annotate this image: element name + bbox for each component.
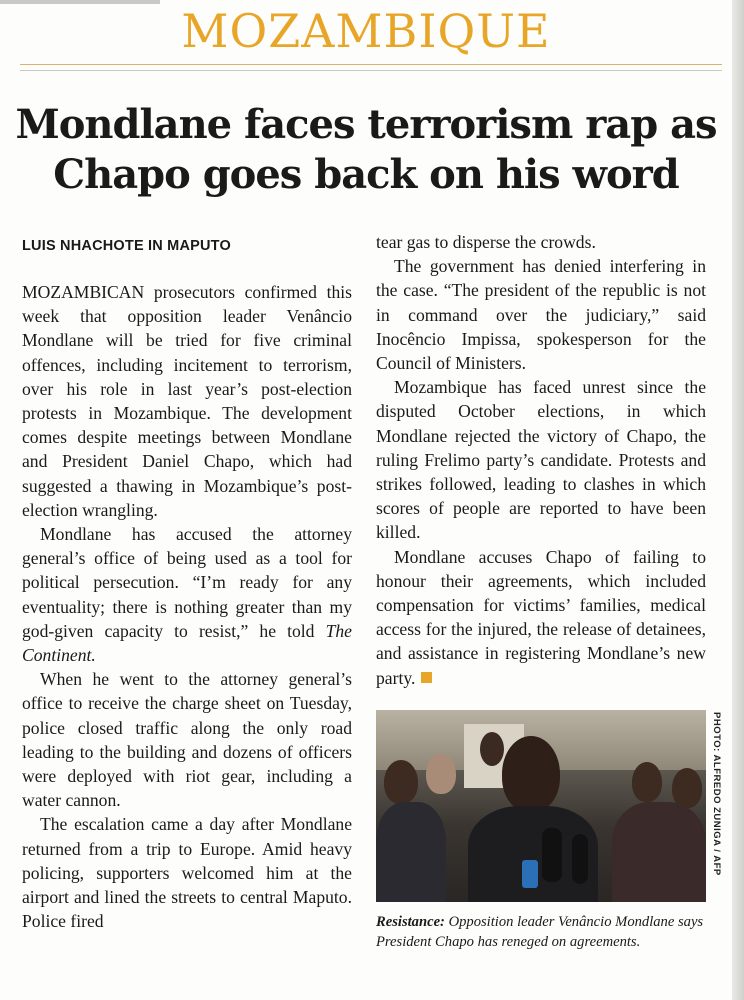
page-edge: [732, 0, 744, 1000]
caption-text: Opposition leader Venâncio Mondlane says President Chapo has reneged on agreements.: [376, 914, 704, 950]
photo-microphone: [542, 828, 562, 882]
photo-credit: PHOTO: ALFREDO ZUNIGA / AFP: [711, 712, 722, 876]
paragraph-3: When he went to the attorney general’s office to receive the charge sheet on Tuesday, police closed traffic along the only road leading to the building and dozens of officers were deployed with riot gear, including a water cannon.: [22, 669, 352, 811]
headline-line-2: Chapo goes back on his word: [53, 151, 679, 198]
article-column-left: [22, 236, 352, 933]
photo-crowd: [376, 802, 446, 902]
photo-crowd: [612, 802, 706, 902]
photo-microphone: [522, 860, 538, 888]
photo-person: [426, 754, 456, 794]
caption-label: Resistance:: [376, 914, 445, 930]
section-rule: [20, 64, 722, 65]
paragraph-4: The escalation came a day after Mondlane returned from a trip to Europe. Amid heavy policing, supporters welcomed him at the airport and lined the streets to central Maputo. Police fired: [22, 814, 352, 932]
paragraph-7: [376, 545, 706, 690]
photo-caption: [376, 912, 712, 952]
paragraph-2-text: Mondlane has accused the attorney general’s office of being used as a tool for political persecution. “I’m ready for any eventuality; there is nothing greater than my god-given capacity to resist,” he told: [22, 524, 352, 641]
paragraph-6: Mozambique has faced unrest since the disputed October elections, in which Mondlane rejected the victory of Chapo, the ruling Frelimo party’s candidate. Protests and strikes followed, leading to clashes in which scores of people are reported to have been killed.: [376, 377, 706, 543]
paragraph-4-continued: tear gas to disperse the crowds.: [376, 232, 596, 252]
photo-person: [632, 762, 662, 802]
publication-name: The Continent.: [22, 620, 352, 666]
photo-poster-face: [480, 732, 504, 766]
photo-mondlane: [502, 736, 560, 812]
paragraph-1: MOZAMBICAN prosecutors confirmed this week that opposition leader Venâncio Mondlane will be tried for five criminal offences, including incitement to terrorism, over his role in last year’s post-election protests in Mozambique. The development comes despite meetings between Mondlane and President Daniel Chapo, which had suggested a thawing in Mozambique’s post-election wrangling.: [22, 282, 352, 520]
section-title: MOZAMBIQUE: [181, 4, 551, 58]
news-photo: [376, 710, 706, 902]
paragraph-5: The government has denied interfering in the case. “The president of the republic is not in command over the judiciary,” said Inocêncio Impissa, spokesperson for the Council of Ministers.: [376, 256, 706, 374]
paragraph-2: [22, 522, 352, 667]
section-rule-secondary: [20, 70, 722, 71]
end-mark-icon: [421, 672, 432, 683]
article-column-right: [376, 230, 706, 690]
photo-person: [384, 760, 418, 804]
photo-microphone: [572, 834, 588, 884]
headline: [10, 100, 722, 200]
byline: LUIS NHACHOTE IN MAPUTO: [22, 238, 231, 254]
headline-line-1: Mondlane faces terrorism rap as: [15, 101, 717, 148]
paragraph-7-text: Mondlane accuses Chapo of failing to honour their agreements, which included compensation for victims’ families, medical access for the injured, the release of detainees, and assistance in registering Mondlane’s new party.: [376, 546, 706, 688]
